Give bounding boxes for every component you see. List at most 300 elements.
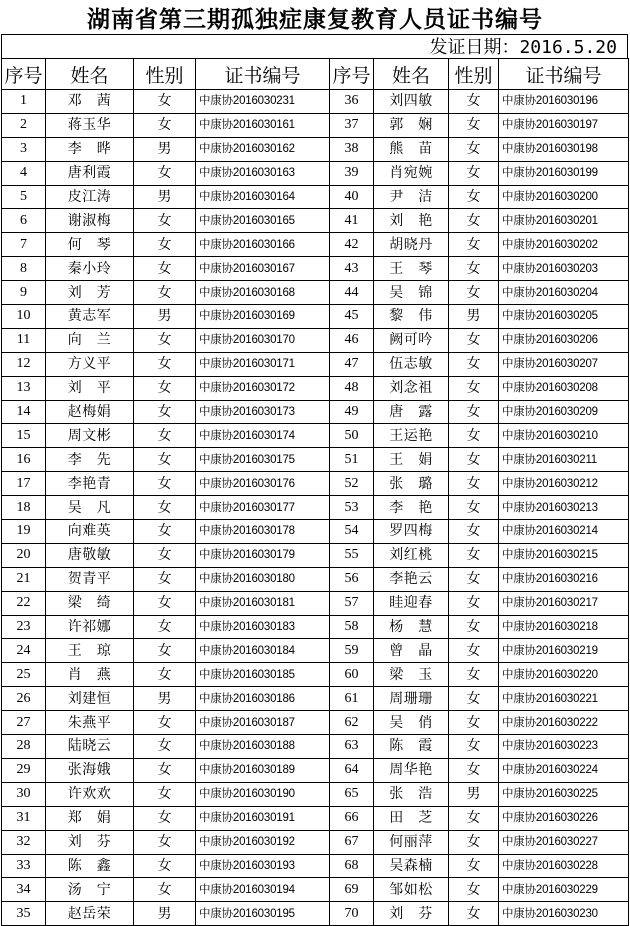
cell-cert-number: 中康协2016030192: [196, 830, 330, 854]
cell-cert-number: 中康协2016030229: [499, 878, 629, 902]
cell-cert-number: 中康协2016030203: [499, 257, 629, 281]
cell-gender: 女: [134, 615, 196, 639]
table-row: [2, 567, 629, 591]
cell-cert-number: 中康协2016030163: [196, 161, 330, 185]
cell-name: 尹 洁: [374, 185, 449, 209]
cell-cert-number: 中康协2016030181: [196, 591, 330, 615]
cell-cert-number: 中康协2016030213: [499, 496, 629, 520]
cell-name: 王 琴: [374, 257, 449, 281]
header-gender: 性别: [449, 59, 499, 90]
cell-index: 64: [330, 758, 374, 782]
cell-gender: 女: [134, 113, 196, 137]
cell-name: 邹如松: [374, 878, 449, 902]
header-index: 序号: [330, 59, 374, 90]
cell-gender: 女: [134, 711, 196, 735]
page-title: 湖南省第三期孤独症康复教育人员证书编号: [87, 6, 543, 33]
cell-index: 25: [2, 663, 46, 687]
cell-name: 刘红桃: [374, 543, 449, 567]
cell-name: 郑 娟: [46, 806, 134, 830]
cell-gender: 女: [134, 520, 196, 544]
table-row: [2, 161, 629, 185]
cell-name: 秦小玲: [46, 257, 134, 281]
cell-index: 40: [330, 185, 374, 209]
cell-name: 张 浩: [374, 782, 449, 806]
cell-name: 郭 娴: [374, 113, 449, 137]
cell-index: 45: [330, 305, 374, 329]
cell-cert-number: 中康协2016030161: [196, 113, 330, 137]
cell-index: 34: [2, 878, 46, 902]
table-row: [2, 424, 629, 448]
cell-cert-number: 中康协2016030200: [499, 185, 629, 209]
cell-gender: 男: [134, 902, 196, 926]
cell-name: 罗四梅: [374, 520, 449, 544]
cell-cert-number: 中康协2016030221: [499, 687, 629, 711]
cell-cert-number: 中康协2016030173: [196, 400, 330, 424]
cell-name: 曾 晶: [374, 639, 449, 663]
cell-cert-number: 中康协2016030215: [499, 543, 629, 567]
table-header-row: [2, 59, 629, 90]
cell-index: 14: [2, 400, 46, 424]
cell-index: 65: [330, 782, 374, 806]
cell-gender: 女: [449, 663, 499, 687]
table-row: [2, 472, 629, 496]
cell-index: 48: [330, 376, 374, 400]
table-row: [2, 376, 629, 400]
cell-name: 刘建恒: [46, 687, 134, 711]
cell-name: 蒋玉华: [46, 113, 134, 137]
cell-cert-number: 中康协2016030184: [196, 639, 330, 663]
cell-index: 52: [330, 472, 374, 496]
cell-name: 许祁娜: [46, 615, 134, 639]
cell-gender: 女: [134, 209, 196, 233]
cell-name: 谢淑梅: [46, 209, 134, 233]
cell-gender: 女: [449, 113, 499, 137]
cell-index: 69: [330, 878, 374, 902]
cell-index: 18: [2, 496, 46, 520]
cell-cert-number: 中康协2016030226: [499, 806, 629, 830]
cell-cert-number: 中康协2016030188: [196, 735, 330, 759]
cell-index: 67: [330, 830, 374, 854]
cell-index: 59: [330, 639, 374, 663]
cell-cert-number: 中康协2016030231: [196, 90, 330, 114]
cell-cert-number: 中康协2016030214: [499, 520, 629, 544]
cell-index: 31: [2, 806, 46, 830]
table-row: [2, 663, 629, 687]
cell-name: 邓 茜: [46, 90, 134, 114]
cell-cert-number: 中康协2016030210: [499, 424, 629, 448]
cell-name: 黎 伟: [374, 305, 449, 329]
cell-index: 6: [2, 209, 46, 233]
cell-index: 58: [330, 615, 374, 639]
cell-index: 3: [2, 137, 46, 161]
table-row: [2, 902, 629, 926]
cell-cert-number: 中康协2016030195: [196, 902, 330, 926]
cell-cert-number: 中康协2016030198: [499, 137, 629, 161]
cell-gender: 男: [134, 185, 196, 209]
cell-index: 63: [330, 735, 374, 759]
cell-name: 周文彬: [46, 424, 134, 448]
table-row: [2, 400, 629, 424]
cell-cert-number: 中康协2016030179: [196, 543, 330, 567]
cell-name: 皮江涛: [46, 185, 134, 209]
cell-cert-number: 中康协2016030183: [196, 615, 330, 639]
cell-gender: 女: [449, 257, 499, 281]
cell-name: 熊 苗: [374, 137, 449, 161]
cell-index: 51: [330, 448, 374, 472]
cell-gender: 女: [449, 448, 499, 472]
cell-cert-number: 中康协2016030194: [196, 878, 330, 902]
cell-cert-number: 中康协2016030177: [196, 496, 330, 520]
cell-gender: 女: [134, 735, 196, 759]
cell-name: 向难英: [46, 520, 134, 544]
table-row: [2, 615, 629, 639]
cell-cert-number: 中康协2016030208: [499, 376, 629, 400]
cell-index: 53: [330, 496, 374, 520]
cell-name: 李 晔: [46, 137, 134, 161]
cell-index: 29: [2, 758, 46, 782]
cell-name: 眭迎春: [374, 591, 449, 615]
cell-gender: 女: [134, 281, 196, 305]
table-row: [2, 328, 629, 352]
header-name: 姓名: [374, 59, 449, 90]
cell-name: 李艳云: [374, 567, 449, 591]
cell-gender: 女: [449, 209, 499, 233]
cell-cert-number: 中康协2016030189: [196, 758, 330, 782]
cell-index: 15: [2, 424, 46, 448]
cell-gender: 女: [134, 376, 196, 400]
cell-index: 7: [2, 233, 46, 257]
cell-cert-number: 中康协2016030216: [499, 567, 629, 591]
table-row: [2, 305, 629, 329]
cell-cert-number: 中康协2016030167: [196, 257, 330, 281]
cell-index: 8: [2, 257, 46, 281]
cell-gender: 女: [449, 400, 499, 424]
cell-name: 何丽萍: [374, 830, 449, 854]
cell-index: 13: [2, 376, 46, 400]
certificate-table: [1, 58, 629, 926]
cell-cert-number: 中康协2016030204: [499, 281, 629, 305]
cell-cert-number: 中康协2016030185: [196, 663, 330, 687]
cell-cert-number: 中康协2016030209: [499, 400, 629, 424]
cell-gender: 女: [449, 591, 499, 615]
table-row: [2, 496, 629, 520]
cell-name: 刘 芳: [46, 281, 134, 305]
table-row: [2, 90, 629, 114]
cell-index: 16: [2, 448, 46, 472]
cell-name: 吴 锦: [374, 281, 449, 305]
table-row: [2, 687, 629, 711]
cell-name: 刘四敏: [374, 90, 449, 114]
table-row: [2, 185, 629, 209]
cell-name: 周华艳: [374, 758, 449, 782]
cell-gender: 女: [449, 639, 499, 663]
cell-name: 陈 鑫: [46, 854, 134, 878]
cell-name: 刘 平: [46, 376, 134, 400]
table-row: [2, 520, 629, 544]
cell-name: 张海娥: [46, 758, 134, 782]
table-row: [2, 233, 629, 257]
cell-index: 41: [330, 209, 374, 233]
cell-gender: 女: [134, 352, 196, 376]
cell-gender: 女: [134, 257, 196, 281]
cell-gender: 女: [449, 233, 499, 257]
cell-name: 刘 芬: [374, 902, 449, 926]
cell-cert-number: 中康协2016030227: [499, 830, 629, 854]
cell-name: 刘 芬: [46, 830, 134, 854]
table-row: [2, 281, 629, 305]
cell-index: 23: [2, 615, 46, 639]
cell-name: 王 娟: [374, 448, 449, 472]
cell-gender: 女: [449, 520, 499, 544]
cell-cert-number: 中康协2016030228: [499, 854, 629, 878]
cell-name: 胡晓丹: [374, 233, 449, 257]
table-row: [2, 137, 629, 161]
cell-name: 杨 慧: [374, 615, 449, 639]
cell-gender: 女: [134, 830, 196, 854]
cell-cert-number: 中康协2016030176: [196, 472, 330, 496]
cell-index: 2: [2, 113, 46, 137]
header-gender: 性别: [134, 59, 196, 90]
cell-gender: 女: [449, 185, 499, 209]
cell-name: 阙可吟: [374, 328, 449, 352]
cell-gender: 男: [134, 687, 196, 711]
cell-name: 赵梅娟: [46, 400, 134, 424]
cell-gender: 女: [134, 854, 196, 878]
cell-index: 37: [330, 113, 374, 137]
cell-name: 唐 露: [374, 400, 449, 424]
table-row: [2, 830, 629, 854]
cell-gender: 女: [134, 543, 196, 567]
table-row: [2, 209, 629, 233]
cell-index: 66: [330, 806, 374, 830]
cell-name: 吴 凡: [46, 496, 134, 520]
cell-gender: 女: [449, 758, 499, 782]
cell-gender: 女: [449, 854, 499, 878]
cell-gender: 女: [449, 472, 499, 496]
cell-gender: 男: [449, 305, 499, 329]
cell-gender: 女: [134, 496, 196, 520]
cell-index: 36: [330, 90, 374, 114]
cell-gender: 女: [134, 161, 196, 185]
cell-gender: 女: [449, 735, 499, 759]
cell-cert-number: 中康协2016030218: [499, 615, 629, 639]
cell-name: 刘念祖: [374, 376, 449, 400]
cell-gender: 女: [449, 90, 499, 114]
cell-index: 57: [330, 591, 374, 615]
cell-index: 49: [330, 400, 374, 424]
table-row: [2, 711, 629, 735]
cell-gender: 女: [449, 878, 499, 902]
cell-name: 赵岳荣: [46, 902, 134, 926]
cell-index: 21: [2, 567, 46, 591]
cell-gender: 女: [449, 830, 499, 854]
cell-cert-number: 中康协2016030212: [499, 472, 629, 496]
cell-index: 55: [330, 543, 374, 567]
cell-cert-number: 中康协2016030193: [196, 854, 330, 878]
cell-index: 26: [2, 687, 46, 711]
header-cert-number: 证书编号: [196, 59, 330, 90]
cell-gender: 女: [134, 328, 196, 352]
cell-cert-number: 中康协2016030197: [499, 113, 629, 137]
cell-name: 贺青平: [46, 567, 134, 591]
cell-name: 王运艳: [374, 424, 449, 448]
cell-name: 李 艳: [374, 496, 449, 520]
cell-cert-number: 中康协2016030186: [196, 687, 330, 711]
cell-name: 李艳青: [46, 472, 134, 496]
cell-gender: 男: [134, 305, 196, 329]
cell-name: 伍志敏: [374, 352, 449, 376]
cell-gender: 女: [134, 758, 196, 782]
cell-name: 吴 俏: [374, 711, 449, 735]
table-row: [2, 591, 629, 615]
cell-index: 43: [330, 257, 374, 281]
cell-index: 46: [330, 328, 374, 352]
table-row: [2, 639, 629, 663]
cell-index: 56: [330, 567, 374, 591]
cell-cert-number: 中康协2016030199: [499, 161, 629, 185]
cell-gender: 女: [134, 233, 196, 257]
cell-index: 70: [330, 902, 374, 926]
cell-cert-number: 中康协2016030168: [196, 281, 330, 305]
cell-index: 61: [330, 687, 374, 711]
table-row: [2, 854, 629, 878]
cell-cert-number: 中康协2016030222: [499, 711, 629, 735]
cell-index: 17: [2, 472, 46, 496]
cell-name: 黄志军: [46, 305, 134, 329]
cell-index: 10: [2, 305, 46, 329]
table-row: [2, 257, 629, 281]
cell-index: 60: [330, 663, 374, 687]
cell-cert-number: 中康协2016030206: [499, 328, 629, 352]
cell-gender: 女: [449, 328, 499, 352]
cell-name: 汤 宁: [46, 878, 134, 902]
cell-gender: 男: [449, 782, 499, 806]
cell-name: 吴森楠: [374, 854, 449, 878]
cell-name: 田 芝: [374, 806, 449, 830]
cell-index: 42: [330, 233, 374, 257]
table-body: [2, 90, 629, 926]
table-row: [2, 448, 629, 472]
cell-cert-number: 中康协2016030224: [499, 758, 629, 782]
cell-cert-number: 中康协2016030174: [196, 424, 330, 448]
cell-gender: 女: [449, 161, 499, 185]
cell-gender: 女: [134, 90, 196, 114]
cell-name: 陆晓云: [46, 735, 134, 759]
cell-gender: 女: [449, 376, 499, 400]
cell-cert-number: 中康协2016030172: [196, 376, 330, 400]
cell-index: 12: [2, 352, 46, 376]
cell-name: 梁 玉: [374, 663, 449, 687]
cell-cert-number: 中康协2016030217: [499, 591, 629, 615]
cell-name: 向 兰: [46, 328, 134, 352]
cell-index: 11: [2, 328, 46, 352]
header-name: 姓名: [46, 59, 134, 90]
cell-cert-number: 中康协2016030220: [499, 663, 629, 687]
cell-gender: 女: [134, 472, 196, 496]
cell-name: 唐敬敏: [46, 543, 134, 567]
cell-cert-number: 中康协2016030187: [196, 711, 330, 735]
cell-gender: 女: [449, 352, 499, 376]
cell-cert-number: 中康协2016030171: [196, 352, 330, 376]
cell-gender: 女: [134, 782, 196, 806]
cell-index: 20: [2, 543, 46, 567]
cell-cert-number: 中康协2016030162: [196, 137, 330, 161]
cell-gender: 女: [134, 878, 196, 902]
cell-cert-number: 中康协2016030211: [499, 448, 629, 472]
cell-name: 周珊珊: [374, 687, 449, 711]
cell-cert-number: 中康协2016030202: [499, 233, 629, 257]
cell-index: 35: [2, 902, 46, 926]
cell-cert-number: 中康协2016030166: [196, 233, 330, 257]
cell-index: 4: [2, 161, 46, 185]
cell-gender: 女: [449, 687, 499, 711]
table-row: [2, 758, 629, 782]
cell-gender: 女: [134, 567, 196, 591]
header-cert-number: 证书编号: [499, 59, 629, 90]
cell-index: 54: [330, 520, 374, 544]
cell-index: 50: [330, 424, 374, 448]
cell-cert-number: 中康协2016030207: [499, 352, 629, 376]
cell-index: 44: [330, 281, 374, 305]
table-row: [2, 782, 629, 806]
cell-index: 62: [330, 711, 374, 735]
cell-gender: 女: [134, 448, 196, 472]
cell-name: 唐利霞: [46, 161, 134, 185]
cell-gender: 女: [134, 591, 196, 615]
cell-gender: 男: [134, 137, 196, 161]
cell-name: 王 琼: [46, 639, 134, 663]
cell-gender: 女: [134, 639, 196, 663]
issue-date: 发证日期：2016.5.20: [1, 34, 628, 58]
cell-gender: 女: [449, 902, 499, 926]
table-row: [2, 113, 629, 137]
cell-cert-number: 中康协2016030223: [499, 735, 629, 759]
cell-name: 刘 艳: [374, 209, 449, 233]
cell-name: 梁 绮: [46, 591, 134, 615]
cell-gender: 女: [449, 281, 499, 305]
table-row: [2, 878, 629, 902]
cell-name: 朱燕平: [46, 711, 134, 735]
cell-cert-number: 中康协2016030175: [196, 448, 330, 472]
cell-cert-number: 中康协2016030178: [196, 520, 330, 544]
cell-gender: 女: [134, 806, 196, 830]
cell-cert-number: 中康协2016030169: [196, 305, 330, 329]
cell-index: 22: [2, 591, 46, 615]
cell-gender: 女: [449, 424, 499, 448]
cell-index: 28: [2, 735, 46, 759]
cell-gender: 女: [134, 424, 196, 448]
table-row: [2, 806, 629, 830]
cell-index: 33: [2, 854, 46, 878]
table-row: [2, 735, 629, 759]
cell-index: 30: [2, 782, 46, 806]
cell-gender: 女: [134, 663, 196, 687]
cell-cert-number: 中康协2016030190: [196, 782, 330, 806]
cell-gender: 女: [449, 543, 499, 567]
cell-cert-number: 中康协2016030164: [196, 185, 330, 209]
cell-cert-number: 中康协2016030170: [196, 328, 330, 352]
cell-gender: 女: [449, 567, 499, 591]
cell-name: 李 先: [46, 448, 134, 472]
cell-gender: 女: [134, 400, 196, 424]
cell-gender: 女: [449, 711, 499, 735]
cell-cert-number: 中康协2016030219: [499, 639, 629, 663]
table-row: [2, 352, 629, 376]
cell-cert-number: 中康协2016030191: [196, 806, 330, 830]
cell-gender: 女: [449, 496, 499, 520]
cell-index: 1: [2, 90, 46, 114]
cell-gender: 女: [449, 137, 499, 161]
